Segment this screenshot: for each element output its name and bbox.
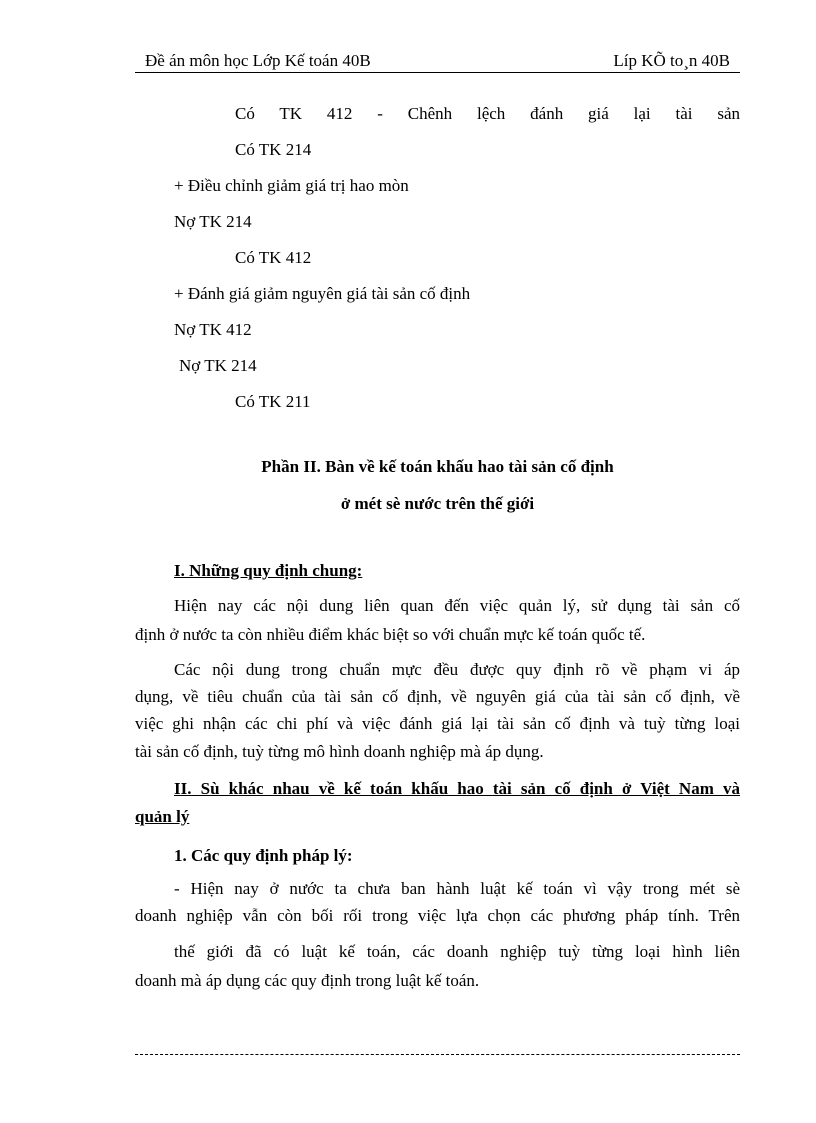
- part2-title-line2: ở mét sè nước trên thế giới: [340, 494, 535, 513]
- header-right-text: Líp KÕ to¸n 40B: [613, 51, 730, 70]
- entry-no-214-second: Nợ TK 214: [179, 356, 257, 375]
- section1-p1-line1: Hiện nay các nội dung liên quan đến việc quản lý, sử dụng tài sản cố: [174, 596, 740, 615]
- section2-p2-line2: doanh mà áp dụng các quy định trong luật kế toán.: [135, 971, 480, 990]
- entry-no-214: Nợ TK 214: [174, 212, 252, 231]
- section2-p2-line1: thế giới đã có luật kế toán, các doanh nghiệp tuỳ từng loại hình liên: [174, 942, 740, 961]
- footer-rule: [135, 1054, 740, 1055]
- entry-co-412: Có TK 412: [235, 248, 312, 267]
- section1-p2-line2: dụng, về tiêu chuẩn của tài sản cố định, về nguyên giá của tài sản cố định, về: [135, 687, 740, 706]
- header-left-text: Đề án môn học Lớp Kế toán 40B: [145, 51, 371, 70]
- adjust-heading: + Điều chỉnh giảm giá trị hao mòn: [174, 176, 409, 195]
- section1-p2-line4: tài sản cố định, tuỳ từng mô hình doanh nghiệp mà áp dụng.: [135, 742, 544, 761]
- section1-p2-line1: Các nội dung trong chuẩn mực đều được quy định rõ về phạm vi áp: [174, 660, 740, 679]
- reduce-heading: + Đánh giá giảm nguyên giá tài sản cố định: [174, 284, 471, 303]
- entry-no-412: Nợ TK 412: [174, 320, 252, 339]
- section1-p1-line2: định ở nước ta còn nhiều điểm khác biệt so với chuẩn mực kế toán quốc tế.: [135, 625, 646, 644]
- section1-heading: I. Những quy định chung:: [174, 561, 363, 580]
- entry-co-211: Có TK 211: [235, 392, 311, 411]
- section2-subheading-legal: 1. Các quy định pháp lý:: [174, 846, 353, 865]
- section2-heading-line1: II. Sù khác nhau về kế toán khấu hao tài sản cố định ở Việt Nam và: [174, 779, 740, 798]
- section2-p1-line1: - Hiện nay ở nước ta chưa ban hành luật kế toán vì vậy trong mét sè: [174, 879, 740, 898]
- section2-heading-line2: quản lý: [135, 807, 190, 826]
- header-rule: [135, 72, 740, 73]
- entry-co-214: Có TK 214: [235, 140, 312, 159]
- section2-p1-line2: doanh nghiệp vẫn còn bối rối trong việc lựa chọn các phương pháp tính. Trên: [135, 906, 740, 925]
- entry-co-412-revaluation: Có TK 412 - Chênh lệch đánh giá lại tài sản: [235, 104, 740, 123]
- section1-p2-line3: việc ghi nhận các chi phí và việc đánh giá lại tài sản cố định và tuỳ từng loại: [135, 714, 740, 733]
- part2-title-line1: Phần II. Bàn về kế toán khấu hao tài sản cố định: [261, 457, 614, 476]
